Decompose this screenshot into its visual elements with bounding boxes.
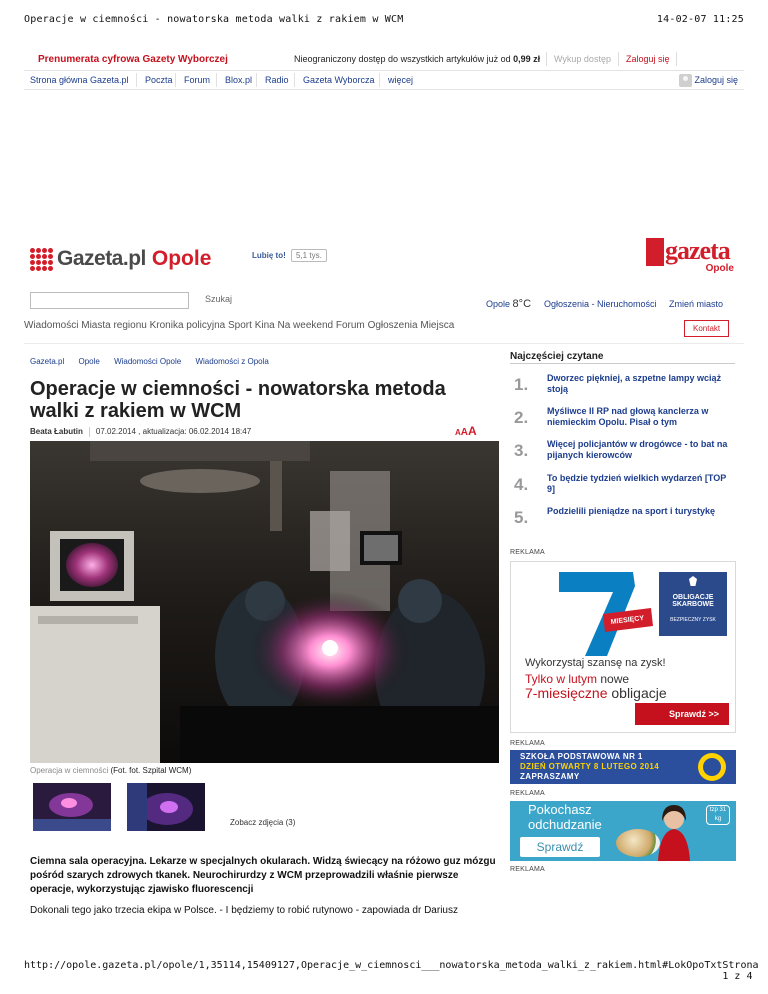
ad1-line2 <box>525 672 629 686</box>
tab-miasta[interactable]: Miasta regionu <box>81 320 147 331</box>
font-medium-button[interactable]: A <box>460 427 469 438</box>
ad-banner-diet[interactable] <box>510 801 736 861</box>
contact-button[interactable]: Kontakt <box>684 320 729 337</box>
ad3-badge: tzp 31 kg <box>706 805 730 825</box>
school-emblem-icon <box>692 750 732 784</box>
print-footer <box>24 960 759 982</box>
divider <box>379 73 380 87</box>
subscription-link[interactable]: Prenumerata cyfrowa Gazety Wyborczej <box>38 54 228 65</box>
ad1-line2a: Tylko w lutym <box>525 672 601 686</box>
woman-photo <box>650 801 698 861</box>
divider <box>256 73 257 87</box>
login-link[interactable]: Zaloguj się <box>694 75 738 85</box>
nav-item-home[interactable]: Strona główna Gazeta.pl <box>30 75 129 85</box>
tab-forum[interactable]: Forum <box>335 320 365 331</box>
popular-link[interactable]: Więcej policjantów w drogówce - to bat na pijanych kierowców <box>547 439 728 460</box>
breadcrumb <box>30 357 269 366</box>
gazeta-city: Opole <box>705 263 734 274</box>
author[interactable]: Beata Łabutin <box>30 427 83 437</box>
ad-label: REKLAMA <box>510 866 545 873</box>
caption-credit: (Fot. fot. Szpital WCM) <box>110 766 192 775</box>
ad1-line3a: 7-miesięczne <box>525 685 612 701</box>
tab-ogloszenia[interactable]: Ogłoszenia <box>367 320 418 331</box>
article-body: Dokonali tego jako trzecia ekipa w Polsce. - I będziemy to robić rutynowo - zapowiada dr Dariusz <box>30 905 458 916</box>
article-dates: 07.02.2014 , aktualizacja: 06.02.2014 18:47 <box>95 427 252 437</box>
search-input[interactable] <box>30 292 189 309</box>
popular-rank: 2. <box>514 408 529 427</box>
offer-text <box>294 54 540 64</box>
popular-item[interactable] <box>510 371 735 401</box>
thumbnail-image <box>127 783 205 831</box>
logo-city: Opole <box>151 247 212 270</box>
divider <box>175 73 176 87</box>
gallery-link[interactable]: Zobacz zdjęcia (3) <box>230 818 296 827</box>
dots-logo-icon <box>30 248 53 271</box>
popular-link[interactable]: Dworzec piękniej, a szpetne lampy wciąż stoją <box>547 373 722 394</box>
seven-months-graphic <box>551 568 671 660</box>
ad3-line2: odchudzanie <box>528 817 602 832</box>
popular-rank: 4. <box>514 475 529 494</box>
breadcrumb-item[interactable]: Opole <box>78 357 100 366</box>
popular-item[interactable] <box>510 404 735 434</box>
nav-item-forum[interactable]: Forum <box>184 75 211 85</box>
nav-item-poczta[interactable]: Poczta <box>145 75 173 85</box>
nav-item-blox[interactable]: Blox.pl <box>225 75 253 85</box>
ad1-ribbon: MIESIĘCY <box>610 614 645 626</box>
popular-link[interactable]: Myśliwce II RP nad głową kanclerza w niemieckim Opolu. Pisał o tym <box>547 406 709 427</box>
caption-text: Operacja w ciemności <box>30 766 111 775</box>
operating-room-image <box>30 441 499 763</box>
font-size-controls <box>455 424 477 438</box>
offer-price: 0,99 zł <box>513 54 541 64</box>
popular-rank: 1. <box>514 375 529 394</box>
nav-item-wyborcza[interactable]: Gazeta Wyborcza <box>303 75 375 85</box>
like-button[interactable]: Lubię to! <box>252 251 286 260</box>
gazeta-logo[interactable] <box>646 238 734 274</box>
portal-nav <box>24 70 744 90</box>
divider <box>510 363 735 364</box>
font-small-button[interactable]: A <box>455 428 461 437</box>
print-title: Operacje w ciemności - nowatorska metoda walki z rakiem w WCM <box>24 14 404 25</box>
tab-sport[interactable]: Sport <box>228 320 252 331</box>
divider <box>216 73 217 87</box>
subscription-bar <box>24 52 744 68</box>
ad-banner-obligacje[interactable] <box>510 561 736 733</box>
gazeta-wordmark: gazeta <box>665 236 730 265</box>
gazeta-pl-logo[interactable] <box>30 246 211 272</box>
print-url: http://opole.gazeta.pl/opole/1,35114,15409127,Operacje_w_ciemnosci___nowatorska_metoda_walki_z_rakiem.html#LokOpoTxt <box>24 960 723 971</box>
breadcrumb-item[interactable]: Gazeta.pl <box>30 357 65 366</box>
byline <box>30 427 251 437</box>
print-date: 14-02-07 11:25 <box>656 14 744 25</box>
ad1-line3b: obligacje <box>611 685 667 701</box>
popular-link[interactable]: To będzie tydzień wielkich wydarzeń [TOP 9] <box>547 473 727 494</box>
divider <box>618 52 619 66</box>
tab-miejsca[interactable]: Miejsca <box>420 320 455 331</box>
article-title: Operacje w ciemności - nowatorska metoda walki z rakiem w WCM <box>30 378 446 422</box>
ad-banner-school[interactable] <box>510 750 736 784</box>
popular-heading: Najczęściej czytane <box>510 351 604 362</box>
ad1-number: 7 <box>551 568 552 569</box>
print-header <box>24 14 744 25</box>
popular-item[interactable] <box>510 471 735 501</box>
eagle-emblem-icon <box>689 576 697 586</box>
popular-item[interactable] <box>510 437 735 467</box>
ad1-line3 <box>525 685 667 701</box>
category-nav <box>24 320 744 338</box>
divider <box>294 73 295 87</box>
divider <box>136 73 137 87</box>
tab-weekend[interactable]: Na weekend <box>277 320 334 331</box>
user-icon <box>679 74 692 87</box>
panel-subtitle: BEZPIECZNY ZYSK <box>670 617 716 623</box>
ad1-check-button[interactable]: Sprawdź >> <box>635 703 729 725</box>
buy-access-link[interactable]: Wykup dostęp <box>554 54 611 64</box>
tab-kina[interactable]: Kina <box>254 320 275 331</box>
gallery-thumbnail[interactable] <box>33 783 111 831</box>
ad3-line1: Pokochasz <box>528 802 592 817</box>
treasury-bonds-panel <box>659 572 727 636</box>
change-city-link[interactable]: Zmień miasto <box>669 299 724 309</box>
print-page: Strona 1 z 4 <box>722 960 759 982</box>
popular-link[interactable]: Podzielili pieniądze na sport i turystykę <box>547 506 716 516</box>
font-large-button[interactable]: A <box>468 424 477 438</box>
ad2-line1: SZKOŁA PODSTAWOWA NR 1 <box>520 752 643 761</box>
tab-wiadomosci[interactable]: Wiadomości <box>24 320 79 331</box>
thumbnail-image <box>33 783 111 831</box>
nav-item-more[interactable]: więcej <box>388 75 414 85</box>
offer-prefix: Nieograniczony dostęp do wszystkich artykułów już od <box>294 54 514 64</box>
weather[interactable] <box>486 298 531 310</box>
weather-temp: 8°C <box>512 298 532 310</box>
like-count: 5,1 tys. <box>291 249 327 262</box>
logo-wordmark: Gazeta.pl <box>57 247 146 270</box>
weather-city: Opole <box>486 299 511 309</box>
ad2-line3: ZAPRASZAMY <box>520 772 580 781</box>
panel-title: OBLIGACJE SKARBOWE <box>672 594 714 608</box>
gallery-thumbnail[interactable] <box>127 783 205 831</box>
divider <box>676 52 677 66</box>
tab-kronika[interactable]: Kronika policyjna <box>149 320 226 331</box>
ad-label: REKLAMA <box>510 549 545 556</box>
search-button[interactable]: Szukaj <box>205 294 233 304</box>
classifieds-link[interactable]: Ogłoszenia - Nieruchomości <box>544 299 657 309</box>
ad-label: REKLAMA <box>510 740 545 747</box>
article-lead: Ciemna sala operacyjna. Lekarze w specjalnych okularach. Widzą świecący na różowo guz mózgu pośród szarych zdrowych tkanek. Neurochirurdzy z WCM przeprowadzili właśnie pierwsze operacje, wykorzystując zjawisko fluorescencji <box>30 856 496 895</box>
ad1-line1: Wykorzystaj szansę na zysk! <box>525 657 666 669</box>
divider <box>24 343 744 344</box>
popular-item[interactable] <box>510 504 735 534</box>
divider <box>546 52 547 66</box>
article-photo[interactable] <box>30 441 499 763</box>
ad-label: REKLAMA <box>510 790 545 797</box>
ad3-check-button[interactable]: Sprawdź <box>520 837 600 857</box>
breadcrumb-item[interactable]: Wiadomości z Opola <box>195 357 269 366</box>
login-link-top[interactable]: Zaloguj się <box>626 54 670 64</box>
popular-rank: 5. <box>514 508 529 527</box>
popular-rank: 3. <box>514 441 529 460</box>
nav-item-radio[interactable]: Radio <box>265 75 289 85</box>
ad1-line2b: nowe <box>600 672 630 686</box>
ad2-line2: DZIEŃ OTWARTY 8 LUTEGO 2014 <box>520 762 660 771</box>
photo-caption <box>30 766 191 775</box>
gazeta-logo-block <box>646 238 664 266</box>
breadcrumb-item[interactable]: Wiadomości Opole <box>114 357 182 366</box>
